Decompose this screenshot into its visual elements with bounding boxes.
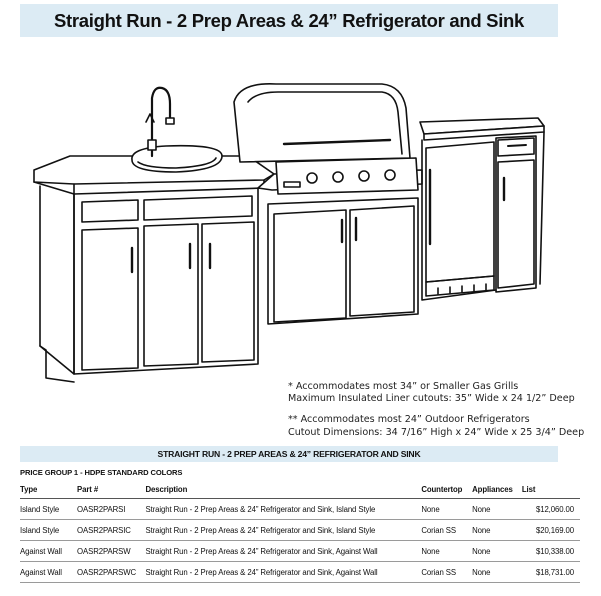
- cell-list-price: $10,338.00: [522, 541, 580, 562]
- spec-notes: [288, 381, 588, 439]
- cell-description: Straight Run - 2 Prep Areas & 24” Refrigerator and Sink, Against Wall: [145, 541, 421, 562]
- cell-part: OASR2PARSW: [77, 541, 145, 562]
- cell-countertop: Corian SS: [421, 562, 472, 583]
- cell-description: Straight Run - 2 Prep Areas & 24” Refrigerator and Sink, Against Wall: [145, 562, 421, 583]
- table-row: [20, 541, 580, 562]
- price-table: [20, 485, 580, 583]
- col-appliances: Appliances: [472, 485, 522, 499]
- note-refrigerator: ** Accommodates most 24” Outdoor Refrigerators: [288, 414, 530, 426]
- col-list: List: [522, 485, 580, 499]
- cell-part: OASR2PARSWC: [77, 562, 145, 583]
- cell-countertop: None: [421, 541, 472, 562]
- cell-description: Straight Run - 2 Prep Areas & 24” Refrigerator and Sink, Island Style: [145, 499, 421, 520]
- cell-appliances: None: [472, 499, 522, 520]
- cell-countertop: Corian SS: [421, 520, 472, 541]
- cell-type: Against Wall: [20, 562, 77, 583]
- note-grill: * Accommodates most 34” or Smaller Gas Grills: [288, 381, 519, 392]
- table-row: [20, 520, 580, 541]
- cell-type: Against Wall: [20, 541, 77, 562]
- page-title: Straight Run - 2 Prep Areas & 24” Refrigerator and Sink: [53, 9, 525, 31]
- cell-part: OASR2PARSIC: [77, 520, 145, 541]
- col-type: Type: [20, 485, 77, 499]
- outdoor-kitchen-illustration: [26, 78, 566, 388]
- cell-appliances: None: [472, 520, 522, 541]
- table-heading: STRAIGHT RUN - 2 PREP AREAS & 24” REFRIGERATOR AND SINK: [20, 446, 558, 462]
- cell-part: OASR2PARSI: [77, 499, 145, 520]
- table-row: [20, 562, 580, 583]
- cell-list-price: $20,169.00: [522, 520, 580, 541]
- price-table-section: [20, 446, 574, 583]
- col-countertop: Countertop: [421, 485, 472, 499]
- note-refrigerator-cutout: Cutout Dimensions: 34 7/16” High x 24” Wide x 25 3/4” Deep: [288, 426, 585, 438]
- note-grill-cutout: Maximum Insulated Liner cutouts: 35” Wide x 24 1/2” Deep: [288, 393, 575, 405]
- cell-type: Island Style: [20, 499, 77, 520]
- cell-countertop: None: [421, 499, 472, 520]
- cell-appliances: None: [472, 541, 522, 562]
- cell-description: Straight Run - 2 Prep Areas & 24” Refrigerator and Sink, Island Style: [145, 520, 421, 541]
- col-part: Part #: [77, 485, 145, 499]
- table-header-row: [20, 485, 580, 499]
- cell-type: Island Style: [20, 520, 77, 541]
- cell-list-price: $12,060.00: [522, 499, 580, 520]
- table-row: [20, 499, 580, 520]
- cell-appliances: None: [472, 562, 522, 583]
- price-group-label: PRICE GROUP 1 - HDPE STANDARD COLORS: [20, 468, 183, 477]
- col-description: Description: [145, 485, 421, 499]
- cell-list-price: $18,731.00: [522, 562, 580, 583]
- title-banner: [20, 4, 558, 37]
